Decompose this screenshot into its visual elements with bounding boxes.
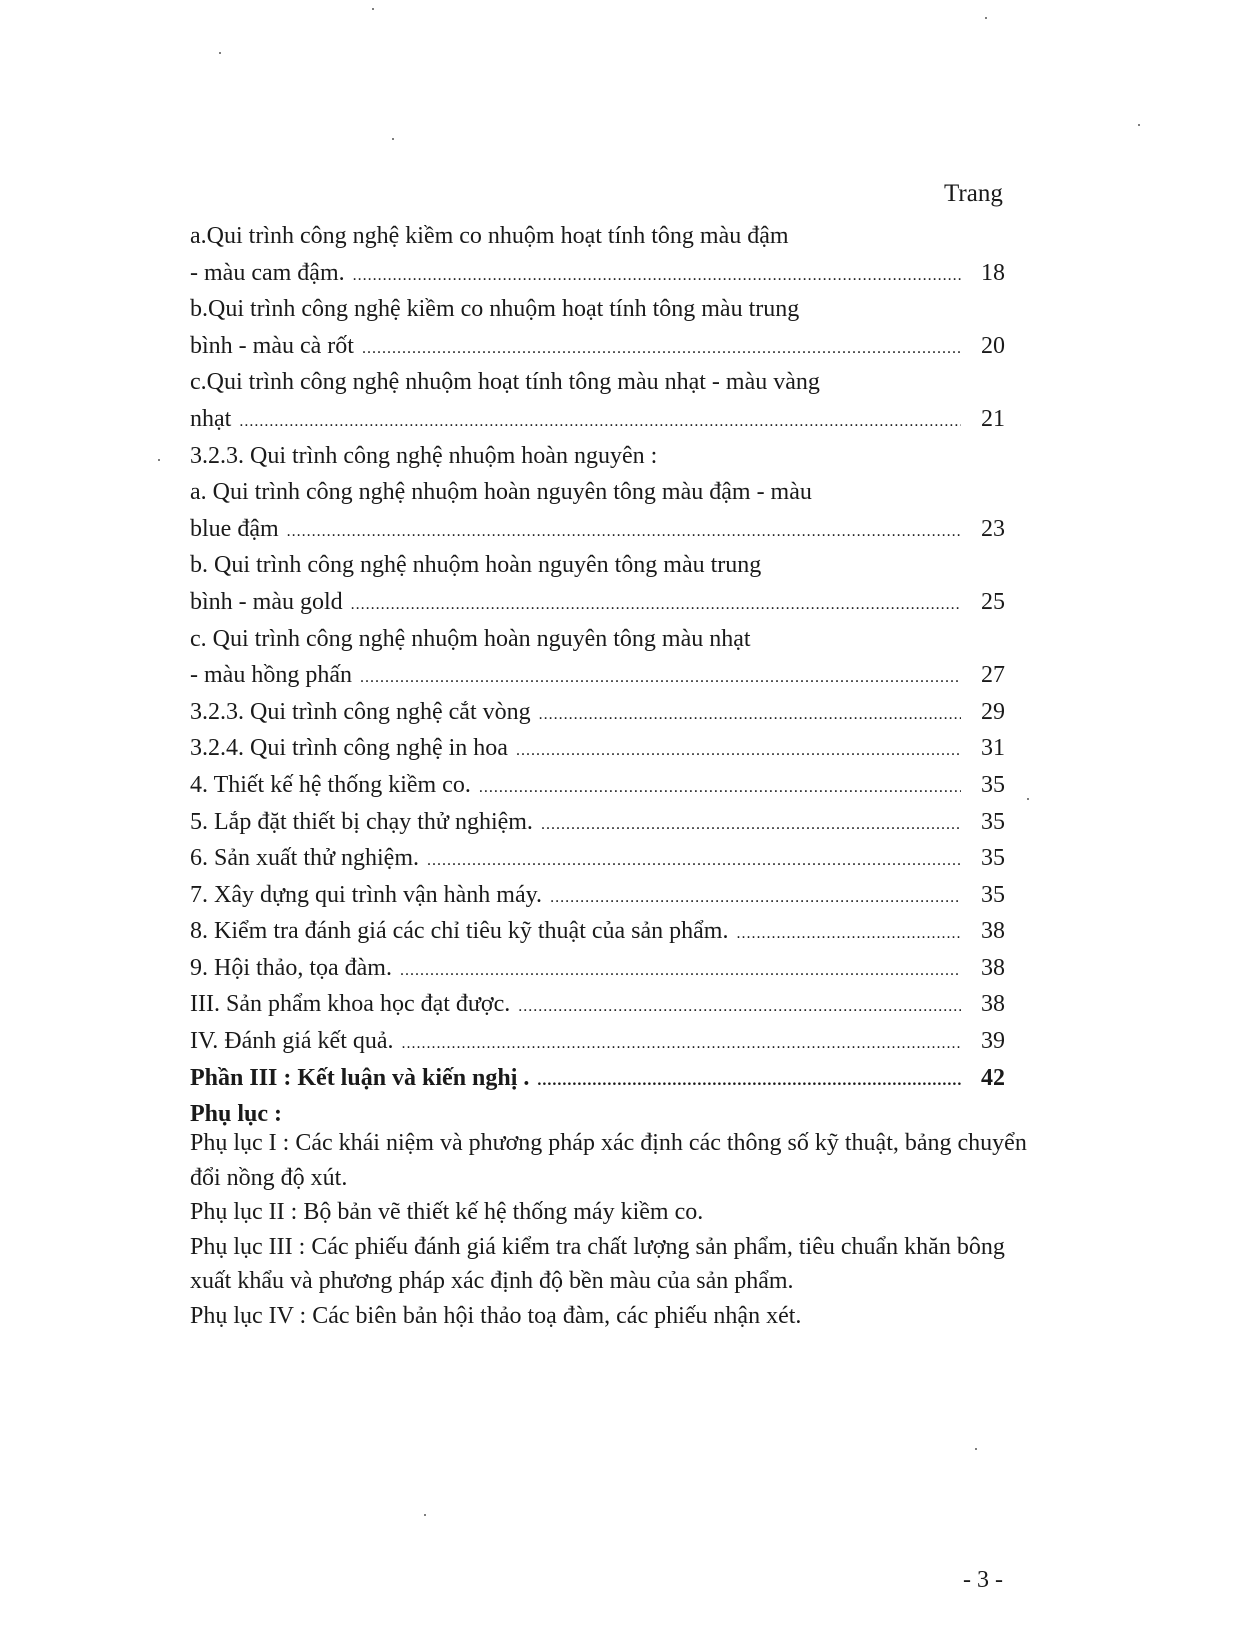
toc-entry-label: 4. Thiết kế hệ thống kiềm co. — [190, 771, 471, 798]
toc-dot-leader — [736, 916, 961, 953]
toc-entry-label: - màu hồng phấn — [190, 662, 352, 689]
scan-speck — [1138, 124, 1140, 126]
toc-dot-leader — [516, 733, 961, 770]
toc-entry — [190, 694, 1005, 731]
toc-entry-label: 6. Sản xuất thử nghiệm. — [190, 845, 419, 872]
toc-entry — [190, 950, 1005, 987]
toc-entry — [190, 877, 1005, 914]
toc-heading-line: 3.2.3. Qui trình công nghệ nhuộm hoàn nguyên : — [190, 442, 658, 469]
toc-entry-page-number: 21 — [981, 405, 1005, 432]
toc-entry-label: - màu cam đậm. — [190, 259, 345, 286]
toc-dot-leader — [427, 843, 961, 880]
toc-heading-line: b. Qui trình công nghệ nhuộm hoàn nguyên tông màu trung — [190, 552, 762, 579]
toc-entry-label: 3.2.4. Qui trình công nghệ in hoa — [190, 735, 508, 762]
toc-entry-page-number: 23 — [981, 515, 1005, 542]
toc-dot-leader — [537, 1063, 961, 1100]
table-of-contents — [190, 218, 1005, 1133]
toc-entry — [190, 657, 1005, 694]
scan-speck — [158, 459, 160, 461]
toc-entry-label: Phần III : Kết luận và kiến nghị . — [190, 1064, 530, 1091]
toc-entry-label: blue đậm — [190, 515, 279, 542]
toc-dot-leader — [541, 807, 961, 844]
toc-heading-line: a. Qui trình công nghệ nhuộm hoàn nguyên tông màu đậm - màu — [190, 479, 812, 506]
toc-entry — [190, 511, 1005, 548]
toc-entry-page-number: 38 — [981, 954, 1005, 981]
toc-entry-label: bình - màu gold — [190, 588, 343, 615]
appendix-item: Phụ lục IV : Các biên bản hội thảo toạ đàm, các phiếu nhận xét. — [190, 1302, 802, 1329]
appendix-list — [190, 1126, 1040, 1333]
toc-entry-page-number: 35 — [981, 881, 1005, 908]
toc-dot-leader — [402, 1026, 961, 1063]
scan-speck — [1027, 798, 1029, 800]
appendix-item: Phụ lục II : Bộ bản vẽ thiết kế hệ thống máy kiềm co. — [190, 1199, 704, 1225]
toc-entry — [190, 730, 1005, 767]
scan-speck — [975, 1448, 977, 1450]
toc-entry-page-number: 18 — [981, 259, 1005, 286]
toc-entry — [190, 913, 1005, 950]
toc-entry — [190, 328, 1005, 365]
toc-entry-page-number: 35 — [981, 771, 1005, 798]
toc-dot-leader — [539, 697, 961, 734]
toc-entry — [190, 584, 1005, 621]
appendix-item: Phụ lục III : Các phiếu đánh giá kiểm tra chất lượng sản phẩm, tiêu chuẩn khăn bông xuất khẩu và phương pháp xác định độ bền màu của sản phẩm. — [190, 1233, 1005, 1294]
toc-dot-leader — [351, 587, 961, 624]
toc-entry-label: 5. Lắp đặt thiết bị chạy thử nghiệm. — [190, 808, 533, 835]
toc-entry — [190, 840, 1005, 877]
toc-entry-page-number: 27 — [981, 662, 1005, 689]
toc-dot-leader — [239, 404, 961, 441]
toc-entry-page-number: 29 — [981, 698, 1005, 725]
toc-dot-leader — [400, 953, 961, 990]
toc-entry-page-number: 25 — [981, 588, 1005, 615]
toc-dot-leader — [362, 331, 961, 368]
toc-entry-page-number: 20 — [981, 332, 1005, 359]
toc-dot-leader — [550, 880, 961, 917]
toc-entry-label: IV. Đánh giá kết quả. — [190, 1028, 394, 1055]
toc-entry-page-number: 31 — [981, 735, 1005, 762]
toc-entry-label: 3.2.3. Qui trình công nghệ cắt vòng — [190, 698, 531, 725]
toc-entry — [190, 1023, 1005, 1060]
toc-entry-page-number: 35 — [981, 845, 1005, 872]
toc-entry-label: III. Sản phẩm khoa học đạt được. — [190, 991, 511, 1018]
toc-entry — [190, 804, 1005, 841]
toc-entry — [190, 255, 1005, 292]
toc-entry-label: 8. Kiểm tra đánh giá các chỉ tiêu kỹ thuật của sản phẩm. — [190, 918, 729, 945]
toc-heading-line: b.Qui trình công nghệ kiềm co nhuộm hoạt tính tông màu trung — [190, 296, 800, 323]
scan-speck — [372, 8, 374, 10]
appendix-item: Phụ lục I : Các khái niệm và phương pháp xác định các thông số kỹ thuật, bảng chuyển đổi nồng độ xút. — [190, 1130, 1027, 1191]
toc-dot-leader — [287, 514, 961, 551]
toc-entry-label: nhạt — [190, 405, 232, 432]
toc-entry-page-number: 38 — [981, 918, 1005, 945]
scan-speck — [985, 17, 987, 19]
toc-entry — [190, 401, 1005, 438]
toc-heading-line: a.Qui trình công nghệ kiềm co nhuộm hoạt tính tông màu đậm — [190, 223, 789, 249]
scan-speck — [424, 1514, 426, 1516]
toc-heading-line: c.Qui trình công nghệ nhuộm hoạt tính tông màu nhạt - màu vàng — [190, 369, 820, 396]
toc-dot-leader — [353, 258, 961, 295]
toc-entry-label: 9. Hội thảo, tọa đàm. — [190, 954, 392, 981]
page-column-header: Trang — [944, 180, 1003, 207]
toc-entry-page-number: 35 — [981, 808, 1005, 835]
toc-entry-label: 7. Xây dựng qui trình vận hành máy. — [190, 881, 543, 908]
toc-dot-leader — [360, 660, 961, 697]
toc-heading-line: Phụ lục : — [190, 1101, 283, 1128]
toc-entry-label: bình - màu cà rốt — [190, 332, 354, 359]
toc-dot-leader — [518, 989, 961, 1026]
toc-entry — [190, 1060, 1005, 1097]
toc-entry — [190, 767, 1005, 804]
toc-entry-page-number: 38 — [981, 991, 1005, 1018]
page-number-footer: - 3 - — [963, 1567, 1003, 1593]
scan-speck — [392, 138, 394, 140]
toc-entry-page-number: 42 — [981, 1064, 1005, 1091]
toc-heading-line: c. Qui trình công nghệ nhuộm hoàn nguyên tông màu nhạt — [190, 625, 751, 652]
toc-entry-page-number: 39 — [981, 1028, 1005, 1055]
scan-speck — [219, 52, 221, 54]
toc-entry — [190, 986, 1005, 1023]
toc-dot-leader — [479, 770, 961, 807]
